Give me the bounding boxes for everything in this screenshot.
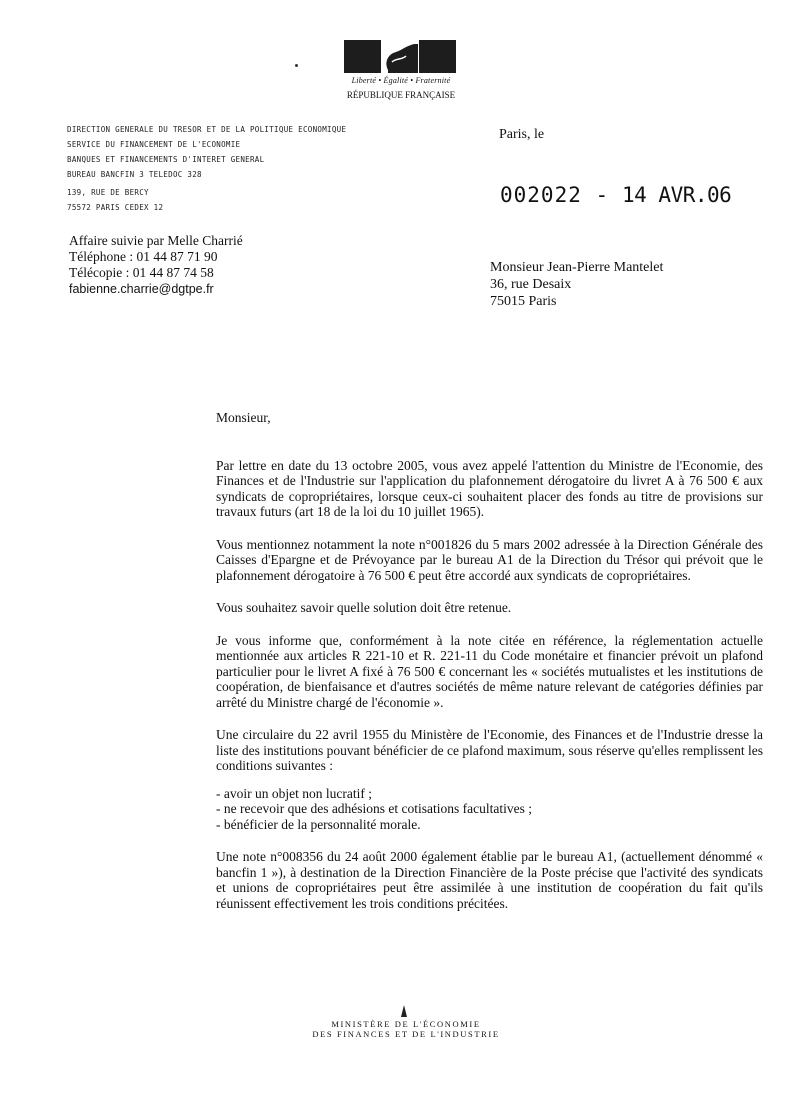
telecopie: Télécopie : 01 44 87 74 58 <box>69 265 214 280</box>
paragraph: Par lettre en date du 13 octobre 2005, vous avez appelé l'attention du Ministre de l'Economie, des Finances et de l'Industrie sur l'application du plafonnement dérogatoire du livret A à 76 500 € aux syndicats de copropriétaires, lorsque ceux-ci souhaitent placer des fonds au titre de provisions sur travaux futurs (art 18 de la loi du 10 juillet 1965). <box>216 457 763 519</box>
list-item: - bénéficier de la personnalité morale. <box>216 816 421 832</box>
recipient-name: Monsieur Jean-Pierre Mantelet <box>490 260 664 275</box>
sender-line: DIRECTION GENERALE DU TRESOR ET DE LA POLITIQUE ECONOMIQUE <box>67 125 347 134</box>
sender-line: BUREAU BANCFIN 3 TELEDOC 328 <box>67 170 202 179</box>
reference-number: 002022 - <box>500 183 610 207</box>
sender-line: BANQUES ET FINANCEMENTS D'INTERET GENERAL <box>67 155 265 164</box>
paragraph: Vous souhaitez savoir quelle solution doit être retenue. <box>216 600 512 615</box>
sender-line: 75572 PARIS CEDEX 12 <box>67 203 164 212</box>
paragraph: Je vous informe que, conformément à la note citée en référence, la réglementation actuelle mentionnée aux articles R 221-10 et R. 221-11 du Code monétaire et financier prévoit un plafond particulier pour le livret A fixé à 76 500 € concernant les « sociétés mutualistes et les institutions de coopération, de bienfaisance et d'autres sociétés de même nature relevant de catégories définies par arrêté du Ministre chargé de l'économie ». <box>216 632 763 710</box>
sender-line: SERVICE DU FINANCEMENT DE L'ECONOMIE <box>67 140 241 149</box>
marianne-logo-icon <box>344 40 456 73</box>
ministry-emblem-icon <box>400 1004 408 1016</box>
contact-block <box>69 233 243 297</box>
salutation: Monsieur, <box>216 410 271 425</box>
letter-body <box>216 410 763 928</box>
recipient-address <box>490 259 663 310</box>
list-item: - ne recevoir que des adhésions et cotisations facultatives ; <box>216 801 533 816</box>
email-link[interactable]: fabienne.charrie@dgtpe.fr <box>69 282 214 296</box>
list-item: - avoir un objet non lucratif ; <box>216 785 372 801</box>
recipient-street: 36, rue Desaix <box>490 277 572 292</box>
footer-line1: MINISTÈRE DE L'ÉCONOMIE <box>331 1019 481 1029</box>
stamp-date: 14 AVR.06 <box>622 183 732 207</box>
footer-line2: DES FINANCES ET DE L'INDUSTRIE <box>312 1029 500 1039</box>
paragraph: Vous mentionnez notamment la note n°001826 du 5 mars 2002 adressée à la Direction Générale des Caisses d'Epargne et de Prévoyance par le bureau A1 de la Direction du Trésor qui prévoit que le plafonnement dérogatoire à 76 500 € peut être accordé aux syndicats de copropriétaires. <box>216 536 763 583</box>
followed-by: Affaire suivie par Melle Charrié <box>69 233 243 248</box>
scan-speck <box>295 64 298 67</box>
telephone: Téléphone : 01 44 87 71 90 <box>69 249 218 264</box>
paragraph: Une circulaire du 22 avril 1955 du Ministère de l'Economie, des Finances et de l'Industrie dresse la liste des institutions pouvant bénéficier de ce plafond maximum, sous réserve qu'elles remplissent les conditions suivantes : <box>216 727 763 773</box>
recipient-city: 75015 Paris <box>490 294 557 309</box>
place-date-label: Paris, le <box>499 127 545 142</box>
sender-line: 139, RUE DE BERCY <box>67 188 149 197</box>
conditions-list <box>216 786 763 833</box>
paragraph: Une note n°008356 du 24 août 2000 également établie par le bureau A1, (actuellement dénommé « bancfin 1 »), à destination de la Direction Financière de la Poste précise que l'activité des syndicats et unions de copropriétaires peut être assimilée à une institution de coopération du fait qu'ils réunissent effectivement les trois conditions précitées. <box>216 849 763 911</box>
ministry-footer <box>306 1019 506 1039</box>
logo-motto: Liberté • Égalité • Fraternité <box>351 76 451 85</box>
sender-address-block <box>67 122 346 215</box>
logo-republic: RÉPUBLIQUE FRANÇAISE <box>346 90 456 100</box>
